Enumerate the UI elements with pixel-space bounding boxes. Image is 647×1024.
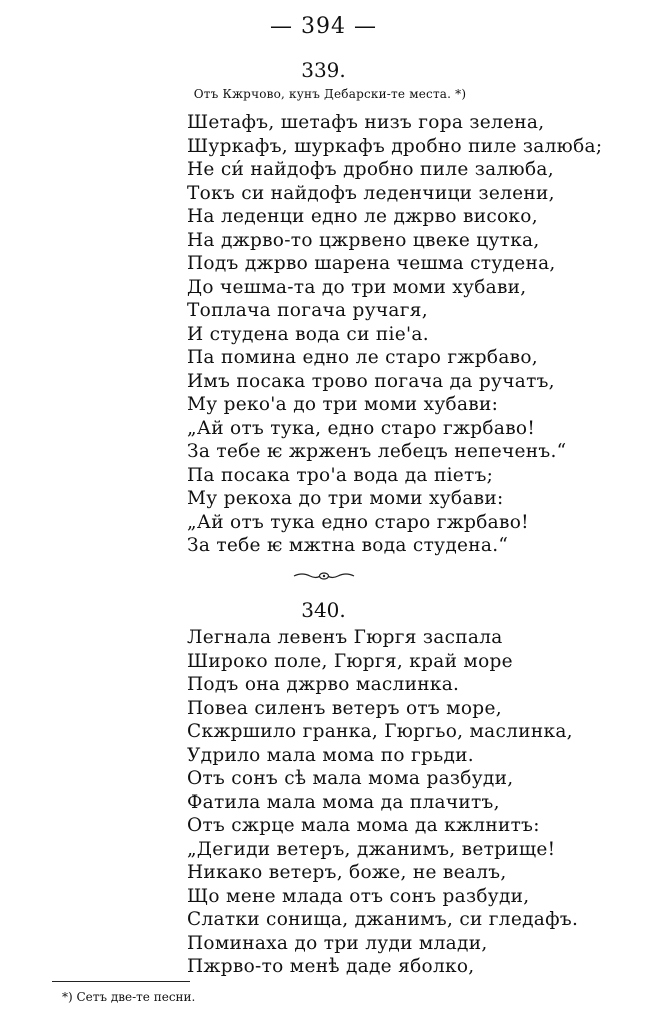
song-340-verse — [187, 626, 607, 979]
footnote: *) Сетъ две-те песни. — [62, 990, 196, 1004]
section-divider-ornament — [0, 567, 647, 586]
verse-line: Шуркафъ, шуркафъ дробно пиле залюба; — [187, 135, 603, 157]
verse-line: Легнала левенъ Гюргя заспала — [187, 627, 503, 648]
verse-line: Пжрво-то менѣ даде яболко, — [187, 956, 475, 977]
verse-line: Подъ она джрво маслинка. — [187, 674, 460, 695]
song-number-340: 340. — [301, 598, 346, 622]
verse-line: Имъ посака трово погача да ручатъ, — [187, 370, 555, 392]
verse-line: Слатки сонища, джанимъ, си гледафъ. — [187, 909, 579, 930]
page-number-header: — 394 — — [270, 14, 377, 39]
footnote-rule — [52, 981, 190, 982]
verse-line: На леденци едно ле джрво високо, — [187, 206, 538, 227]
verse-line: Токъ си найдофъ леденчици зелени, — [187, 182, 555, 204]
verse-line: Подъ джрво шарена чешма студена, — [187, 253, 556, 274]
verse-line: Никако ветеръ, боже, не веалъ, — [187, 862, 507, 883]
verse-line: Отъ сжрце мала мома да кжлнитъ: — [187, 815, 540, 836]
verse-line: „Ай отъ тука едно старо гжрбаво! — [187, 511, 529, 533]
verse-line: Скжршило гранка, Гюргьо, маслинка, — [187, 721, 573, 742]
song-source-note: Отъ Кжрчово, кунъ Дебарски-те места. *) — [193, 87, 467, 101]
song-number-339: 339. — [301, 58, 346, 82]
flourish-ornament-icon — [292, 570, 356, 582]
verse-line: Широко поле, Гюргя, край море — [187, 650, 513, 672]
verse-line: Му реко'а до три моми хубави: — [187, 394, 499, 415]
verse-line: За тебе ѥ мжтна вода студена.“ — [187, 535, 509, 556]
verse-line: Топлача погача ручагя, — [187, 300, 428, 321]
verse-line: Му рекоха до три моми хубави: — [187, 488, 504, 509]
song-339-verse — [187, 111, 607, 558]
verse-line: „Дегиди ветеръ, джанимъ, ветрище! — [187, 838, 556, 860]
verse-line: Не си́ найдофъ дробно пиле залюба, — [187, 159, 554, 180]
verse-line: Поминаха до три луди млади, — [187, 932, 488, 954]
verse-line: Шетафъ, шетафъ низъ гора зелена, — [187, 112, 545, 133]
verse-line: Фатила мала мома да плачитъ, — [187, 791, 500, 813]
verse-line: Отъ сонъ сѣ мала мома разбуди, — [187, 768, 514, 789]
verse-line: До чешма-та до три моми хубави, — [187, 276, 527, 298]
verse-line: „Ай отъ тука, едно старо гжрбаво! — [187, 417, 536, 439]
verse-line: Що мене млада отъ сонъ разбуди, — [187, 885, 530, 907]
verse-line: На джрво-то цжрвено цвеке цутка, — [187, 229, 540, 251]
verse-line: Па посака тро'а вода да піетъ; — [187, 464, 494, 486]
verse-line: Па помина едно ле старо гжрбаво, — [187, 347, 538, 368]
verse-line: И студена вода си піе'а. — [187, 323, 429, 345]
verse-line: Удрило мала мома по грьди. — [187, 744, 474, 766]
verse-line: Повеа силенъ ветеръ отъ море, — [187, 697, 502, 719]
verse-line: За тебе ѥ жрженъ лебецъ непеченъ.“ — [187, 441, 567, 462]
